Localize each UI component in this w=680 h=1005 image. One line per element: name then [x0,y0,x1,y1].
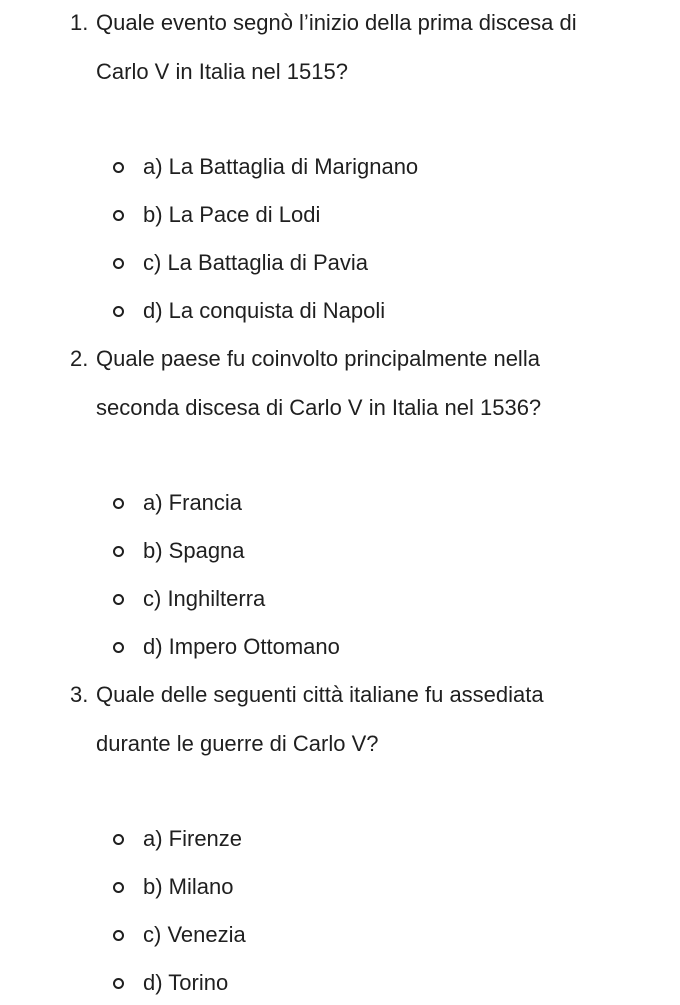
radio-icon[interactable] [113,162,124,173]
radio-icon[interactable] [113,978,124,989]
option-c[interactable] [110,921,246,949]
radio-icon[interactable] [113,930,124,941]
option-label: c) Inghilterra [143,586,266,611]
option-d[interactable] [110,297,385,325]
option-a[interactable] [110,489,242,517]
question-text-line: Quale paese fu coinvolto principalmente nella [96,346,540,371]
radio-icon[interactable] [113,834,124,845]
radio-icon[interactable] [113,546,124,557]
radio-icon[interactable] [113,210,124,221]
option-d[interactable] [110,633,340,661]
radio-icon[interactable] [113,882,124,893]
option-label: c) Venezia [143,922,246,947]
question-text-line: Carlo V in Italia nel 1515? [96,59,348,84]
question-text-line: seconda discesa di Carlo V in Italia nel 1536? [96,395,542,420]
option-b[interactable] [110,201,320,229]
option-label: c) La Battaglia di Pavia [143,250,369,275]
option-label: d) Torino [143,970,229,995]
radio-icon[interactable] [113,498,124,509]
option-c[interactable] [110,585,265,613]
option-label: b) La Pace di Lodi [143,202,321,227]
question-text-line: Quale evento segnò l’inizio della prima discesa di [96,10,577,35]
question-text-line: Quale delle seguenti città italiane fu assediata [96,682,544,707]
option-label: d) La conquista di Napoli [143,298,386,323]
option-label: a) Francia [143,490,243,515]
option-label: d) Impero Ottomano [143,634,340,659]
question-number: 1. [70,10,89,35]
option-label: a) La Battaglia di Marignano [143,154,419,179]
radio-icon[interactable] [113,594,124,605]
radio-icon[interactable] [113,306,124,317]
option-d[interactable] [110,969,228,997]
option-c[interactable] [110,249,368,277]
question-number: 3. [70,682,89,707]
option-label: b) Spagna [143,538,245,563]
option-b[interactable] [110,873,233,901]
option-a[interactable] [110,825,242,853]
option-label: b) Milano [143,874,234,899]
option-label: a) Firenze [143,826,243,851]
question-number: 2. [70,346,89,371]
question-text-line: durante le guerre di Carlo V? [96,731,379,756]
option-b[interactable] [110,537,245,565]
radio-icon[interactable] [113,258,124,269]
radio-icon[interactable] [113,642,124,653]
option-a[interactable] [110,153,418,181]
